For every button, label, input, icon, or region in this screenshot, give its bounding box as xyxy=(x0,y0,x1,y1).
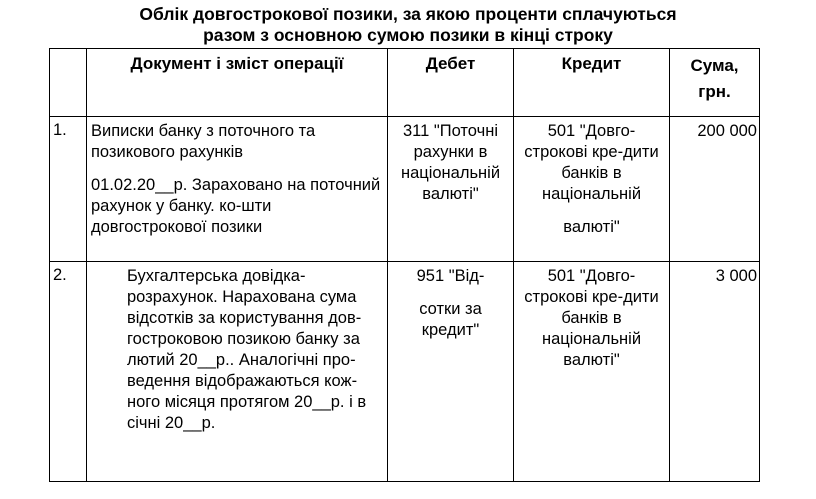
table-header-row xyxy=(50,49,760,117)
credit-cell xyxy=(514,117,670,262)
credit-text: 501 "Довго-строкові кре-дити банків в національній валюті" xyxy=(524,267,659,369)
document-cell xyxy=(87,262,388,482)
document-text: Виписки банку з поточного та позикового рахунків xyxy=(91,122,316,161)
credit-text: 501 "Довго-строкові кре-дити банків в національній xyxy=(524,122,659,203)
page-title xyxy=(0,4,816,46)
header-document xyxy=(87,49,388,117)
debit-cell xyxy=(388,262,514,482)
header-sum xyxy=(670,49,760,117)
sum-cell xyxy=(670,262,760,482)
debit-text: 951 "Від- xyxy=(416,267,485,285)
table-row xyxy=(50,117,760,262)
credit-cell xyxy=(514,262,670,482)
header-number xyxy=(50,49,87,117)
document-text: Бухгалтерська довідка-розрахунок. Нарахована сума відсотків за користування дов-гостроковою позикою банку за лютий 20__р.. Аналогічні про-ведення відображаються кож-ного місяця протягом 20__р. і в січні 20__р. xyxy=(127,267,367,432)
header-debit xyxy=(388,49,514,117)
row-number-cell xyxy=(50,262,87,482)
header-sum-line-1: Сума, xyxy=(690,56,739,75)
row-number: 2. xyxy=(53,266,67,284)
sum-cell xyxy=(670,117,760,262)
sum-value: 3 000 xyxy=(715,267,757,285)
header-document-label: Документ і зміст операції xyxy=(130,54,344,73)
row-number: 1. xyxy=(53,121,67,139)
header-debit-label: Дебет xyxy=(425,54,476,73)
document-text: 01.02.20__р. Зараховано на поточний рахунок у банку. ко-шти довгострокової позики xyxy=(91,176,381,236)
title-line-1: Облік довгострокової позики, за якою проценти сплачуються xyxy=(139,4,677,24)
operations-table xyxy=(49,48,760,482)
title-line-2: разом з основною сумою позики в кінці строку xyxy=(203,25,613,45)
debit-text: 311 "Поточні рахунки в національній валюті" xyxy=(400,122,501,203)
table-row xyxy=(50,262,760,482)
header-credit-label: Кредит xyxy=(561,54,622,73)
sum-value: 200 000 xyxy=(697,122,757,140)
row-number-cell xyxy=(50,117,87,262)
header-credit xyxy=(514,49,670,117)
header-sum-line-2: грн. xyxy=(698,82,731,101)
debit-cell xyxy=(388,117,514,262)
debit-text: сотки за кредит" xyxy=(419,300,482,339)
document-cell xyxy=(87,117,388,262)
credit-text: валюті" xyxy=(563,218,620,236)
